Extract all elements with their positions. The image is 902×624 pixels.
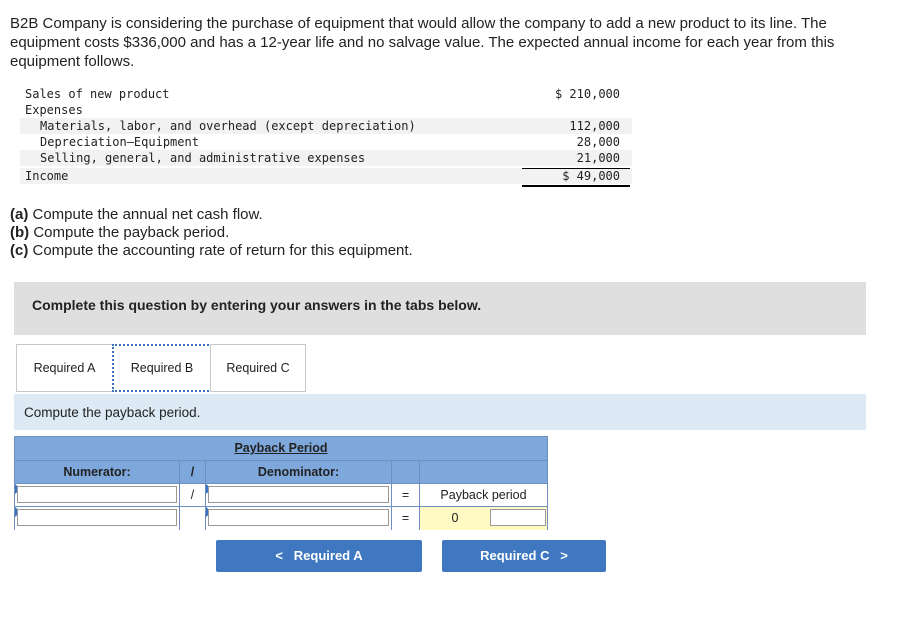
instruction-text: Compute the payback period. (24, 405, 201, 420)
row-value: 21,000 (576, 151, 620, 165)
row-label: Income (25, 169, 69, 183)
denominator-cell (206, 484, 392, 507)
instructions-banner (14, 282, 866, 335)
payback-period-grid (14, 436, 548, 530)
question-tag: (b) (10, 224, 30, 241)
grid-title-text: Payback Period (234, 441, 328, 455)
table-row (20, 86, 632, 102)
income-statement-table (20, 86, 632, 184)
question-tag: (c) (10, 242, 29, 259)
denominator-header: Denominator: (206, 461, 392, 484)
result-header (420, 461, 547, 484)
table-row (20, 118, 632, 134)
next-required-c-button[interactable] (442, 540, 606, 572)
prev-required-a-button[interactable] (216, 540, 422, 572)
question-tag: (a) (10, 206, 29, 223)
row-label: Selling, general, and administrative expenses (40, 151, 366, 165)
numerator-cell (15, 484, 180, 507)
question-c (10, 242, 413, 260)
result-label: Payback period (440, 488, 527, 502)
result-field (490, 509, 546, 526)
tab-required-a[interactable]: Required A (16, 344, 113, 392)
equals-cell: = (392, 484, 420, 507)
next-button-label: Required C (480, 548, 550, 563)
row-label: Depreciation—Equipment (40, 135, 199, 149)
question-text: Compute the annual net cash flow. (28, 206, 263, 223)
divider-cell (180, 507, 206, 530)
denominator-cell (206, 507, 392, 530)
question-text: Compute the accounting rate of return for this equipment. (28, 242, 413, 259)
divider-cell: / (180, 484, 206, 507)
tab-required-c[interactable]: Required C (210, 344, 306, 392)
chevron-right-icon: > (560, 548, 568, 563)
table-row (20, 150, 632, 166)
tab-instruction (14, 394, 866, 430)
tab-bar (16, 344, 306, 392)
table-row (20, 134, 632, 150)
table-row (20, 168, 632, 184)
payback-result-value: 0 (451, 511, 459, 525)
divider-header: / (180, 461, 206, 484)
row-value: 112,000 (569, 119, 620, 133)
row-value: $ 210,000 (554, 87, 620, 101)
numerator-input[interactable] (17, 509, 177, 526)
grid-header-row (15, 460, 547, 484)
table-row (15, 506, 547, 530)
question-b (10, 224, 413, 242)
equals-cell: = (392, 507, 420, 530)
question-list (10, 206, 413, 260)
table-row (15, 483, 547, 507)
row-label: Sales of new product (25, 87, 170, 101)
tab-required-b[interactable]: Required B (112, 344, 212, 392)
problem-statement: B2B Company is considering the purchase of equipment that would allow the company to add a new product to its line. The equipment costs $336,000 and has a 12-year life and no salvage value. The expected annual income for each year from this equipment follows. (10, 15, 835, 70)
row-value: $ 49,000 (562, 169, 620, 183)
equals-header (392, 461, 420, 484)
table-row (20, 102, 632, 118)
result-cell (420, 507, 547, 530)
banner-text: Complete this question by entering your answers in the tabs below. (32, 297, 482, 313)
question-text: Compute the payback period. (29, 224, 230, 241)
numerator-input[interactable] (17, 486, 177, 503)
denominator-input[interactable] (208, 509, 389, 526)
row-value: 28,000 (576, 135, 620, 149)
numerator-cell (15, 507, 180, 530)
question-a (10, 206, 413, 224)
row-label: Materials, labor, and overhead (except depreciation) (40, 119, 416, 133)
prev-button-label: Required A (293, 548, 363, 563)
numerator-header: Numerator: (15, 461, 180, 484)
denominator-input[interactable] (208, 486, 389, 503)
chevron-left-icon: < (275, 548, 283, 563)
row-label: Expenses (25, 103, 83, 117)
grid-title (15, 437, 547, 460)
